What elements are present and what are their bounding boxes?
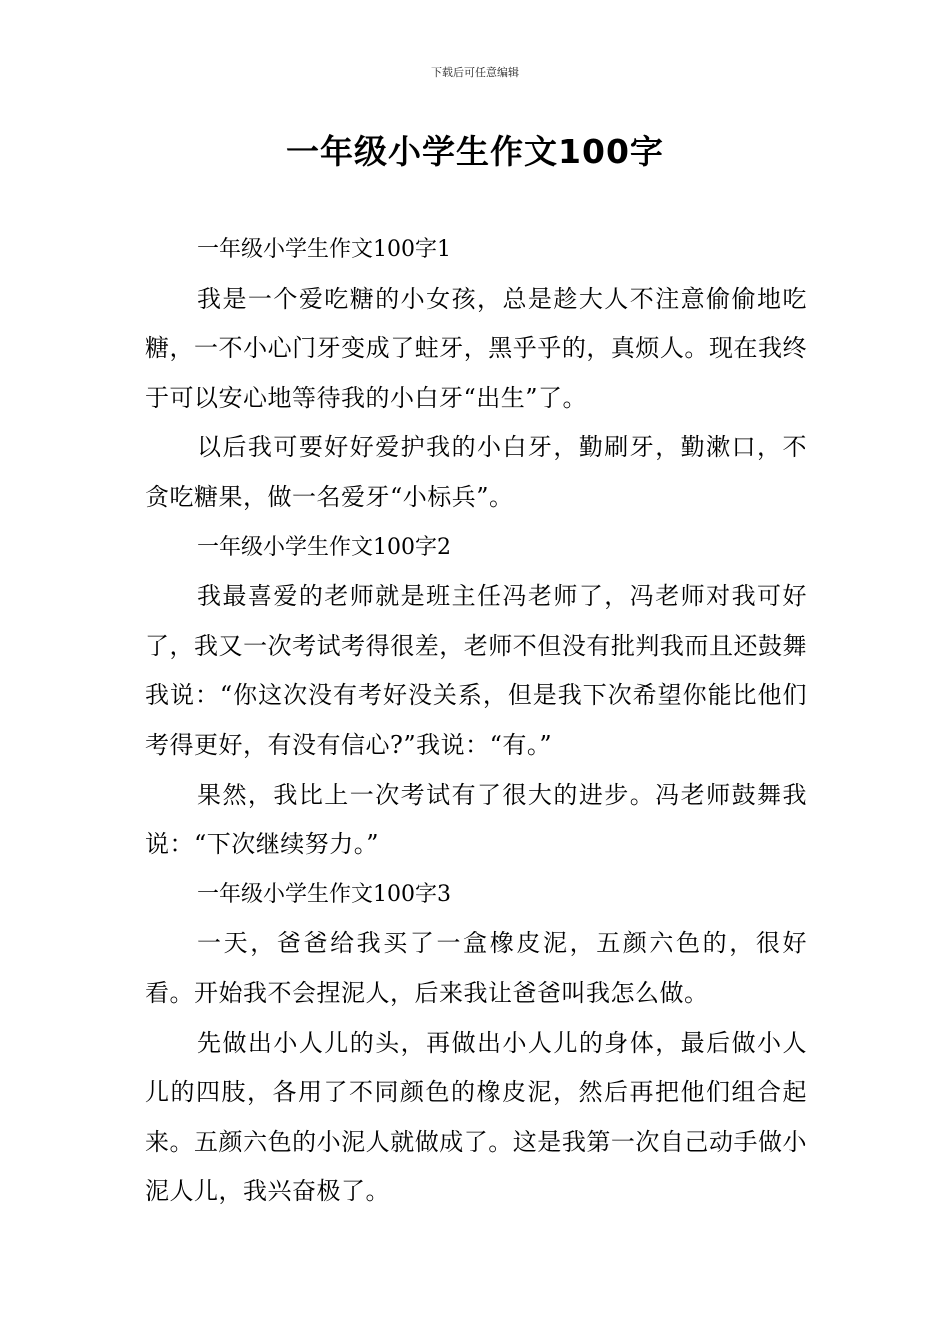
section-3-paragraph-1: 一天，爸爸给我买了一盒橡皮泥，五颜六色的，很好看。开始我不会捏泥人，后来我让爸爸叫我怎么做。	[145, 929, 807, 1007]
section-2-paragraph-1: 我最喜爱的老师就是班主任冯老师了，冯老师对我可好了，我又一次考试考得很差，老师不但没有批判我而且还鼓舞我说：“你这次没有考好没关系，但是我下次希望你能比他们考得更好，有没有信心?”我说：“有。”	[145, 582, 807, 759]
document-title: 一年级小学生作文100字	[286, 132, 664, 171]
section-1-paragraph-1: 我是一个爱吃糖的小女孩，总是趁大人不注意偷偷地吃糖，一不小心门牙变成了蛀牙，黑乎乎的，真烦人。现在我终于可以安心地等待我的小白牙“出生”了。	[145, 284, 807, 412]
document-body	[145, 225, 807, 1217]
section-1-paragraph-2: 以后我可要好好爱护我的小白牙，勤刷牙，勤漱口，不贪吃糖果，做一名爱牙“小标兵”。	[145, 433, 807, 511]
header-note: 下载后可任意编辑	[431, 66, 519, 79]
section-3-paragraph-2: 先做出小人儿的头，再做出小人儿的身体，最后做小人儿的四肢，各用了不同颜色的橡皮泥，然后再把他们组合起来。五颜六色的小泥人就做成了。这是我第一次自己动手做小泥人儿，我兴奋极了。	[145, 1028, 807, 1206]
section-heading-1: 一年级小学生作文100字1	[197, 237, 451, 262]
section-heading-3: 一年级小学生作文100字3	[197, 881, 451, 907]
section-heading-2: 一年级小学生作文100字2	[197, 534, 451, 560]
section-2-paragraph-2: 果然，我比上一次考试有了很大的进步。冯老师鼓舞我说：“下次继续努力。”	[145, 780, 807, 859]
